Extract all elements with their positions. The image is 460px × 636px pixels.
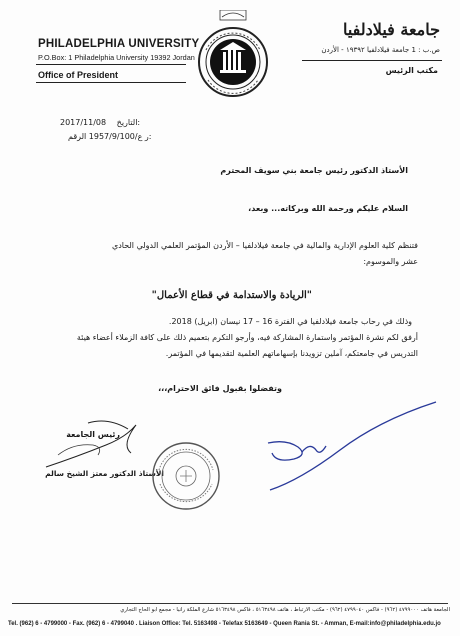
body-line-1: وذلك في رحاب جامعة فيلادلفيا في الفترة 16 – 17 نيسان (ابريل) 2018.	[168, 317, 412, 326]
date-value: 2017/11/08	[60, 118, 107, 127]
date-line	[60, 118, 140, 127]
office-name-en: Office of President	[38, 70, 119, 80]
date-label: التاريخ:	[116, 118, 141, 127]
body-line-3: التدريس في جامعتكم، آملين تزويدنا بإسهاماتهم العلمية لتقديمها في المؤتمر.	[165, 349, 418, 358]
university-stamp	[150, 440, 222, 512]
header-rule-right	[302, 60, 442, 61]
university-name-en: PHILADELPHIA UNIVERSITY	[38, 38, 200, 50]
reference-value: ر ع/1957/9/100	[88, 132, 149, 141]
footer-contact-ar: الجامعة هاتف ٤٧٩٩٠٠٠ (٩٦٢) - فاكس ٤٧٩٩٠٤٠ (٩٦٢) - مكتب الارتباط ، هاتف ٥١٦٣٤٩٨ ، فاكس ٥١٦٣٤٩٨ شارع الملكة رانيا - مجمع أبو الحاج التجاري	[120, 607, 450, 613]
university-name-ar: جامعة فيلادلفيا	[342, 20, 440, 39]
header-rule-left	[36, 64, 186, 65]
reference-line	[60, 132, 151, 141]
intro-line-2: عشر والموسوم:	[363, 257, 418, 266]
intro-line-1: فتنظم كلية العلوم الإدارية والمالية في جامعة فيلادلفيا – الأردن المؤتمر العلمي الدولي الحادي	[111, 241, 418, 250]
footer-contact-en: Tel. (962) 6 - 4799000 - Fax. (962) 6 - 4799040 . Liaison Office: Tel. 5163498 - Telefax 5163649 - Queen Rania St. - Amman, E-mail:info@philadelphia.edu.jo	[8, 621, 441, 627]
addressee: الأستاذ الدكتور رئيس جامعة بني سويف المحترم	[220, 166, 408, 175]
header-rule-left-bottom	[36, 82, 186, 83]
reference-label: الرقم:	[68, 132, 152, 141]
greeting: السلام عليكم ورحمة الله وبركاته... وبعد،	[248, 204, 408, 213]
university-logo	[196, 10, 270, 102]
conference-title: "الريادة والاستدامة في قطاع الأعمال"	[151, 290, 312, 301]
signature-name: الأستاذ الدكتور معتز الشيخ سالم	[45, 469, 164, 478]
signature-title: رئيس الجامعة	[66, 430, 120, 439]
footer-rule	[12, 603, 448, 604]
university-address-ar: ص.ب : 1 جامعة فيلادلفيا ١٩٣٩٢ - الأردن	[321, 46, 440, 54]
closing: وتفضلوا بقبول فائق الاحترام،،،	[158, 384, 282, 393]
university-address-en: P.O.Box: 1 Philadelphia University 19392 Jordan	[38, 53, 195, 62]
body-line-2: أرفق لكم نشرة المؤتمر واستمارة المشاركة فيه، وأرجو التكرم بتعميم ذلك على كافة الزملاء أعضاء هيئة	[76, 333, 418, 342]
blue-ink-signature	[262, 398, 442, 508]
office-name-ar: مكتب الرئيس	[385, 66, 438, 75]
